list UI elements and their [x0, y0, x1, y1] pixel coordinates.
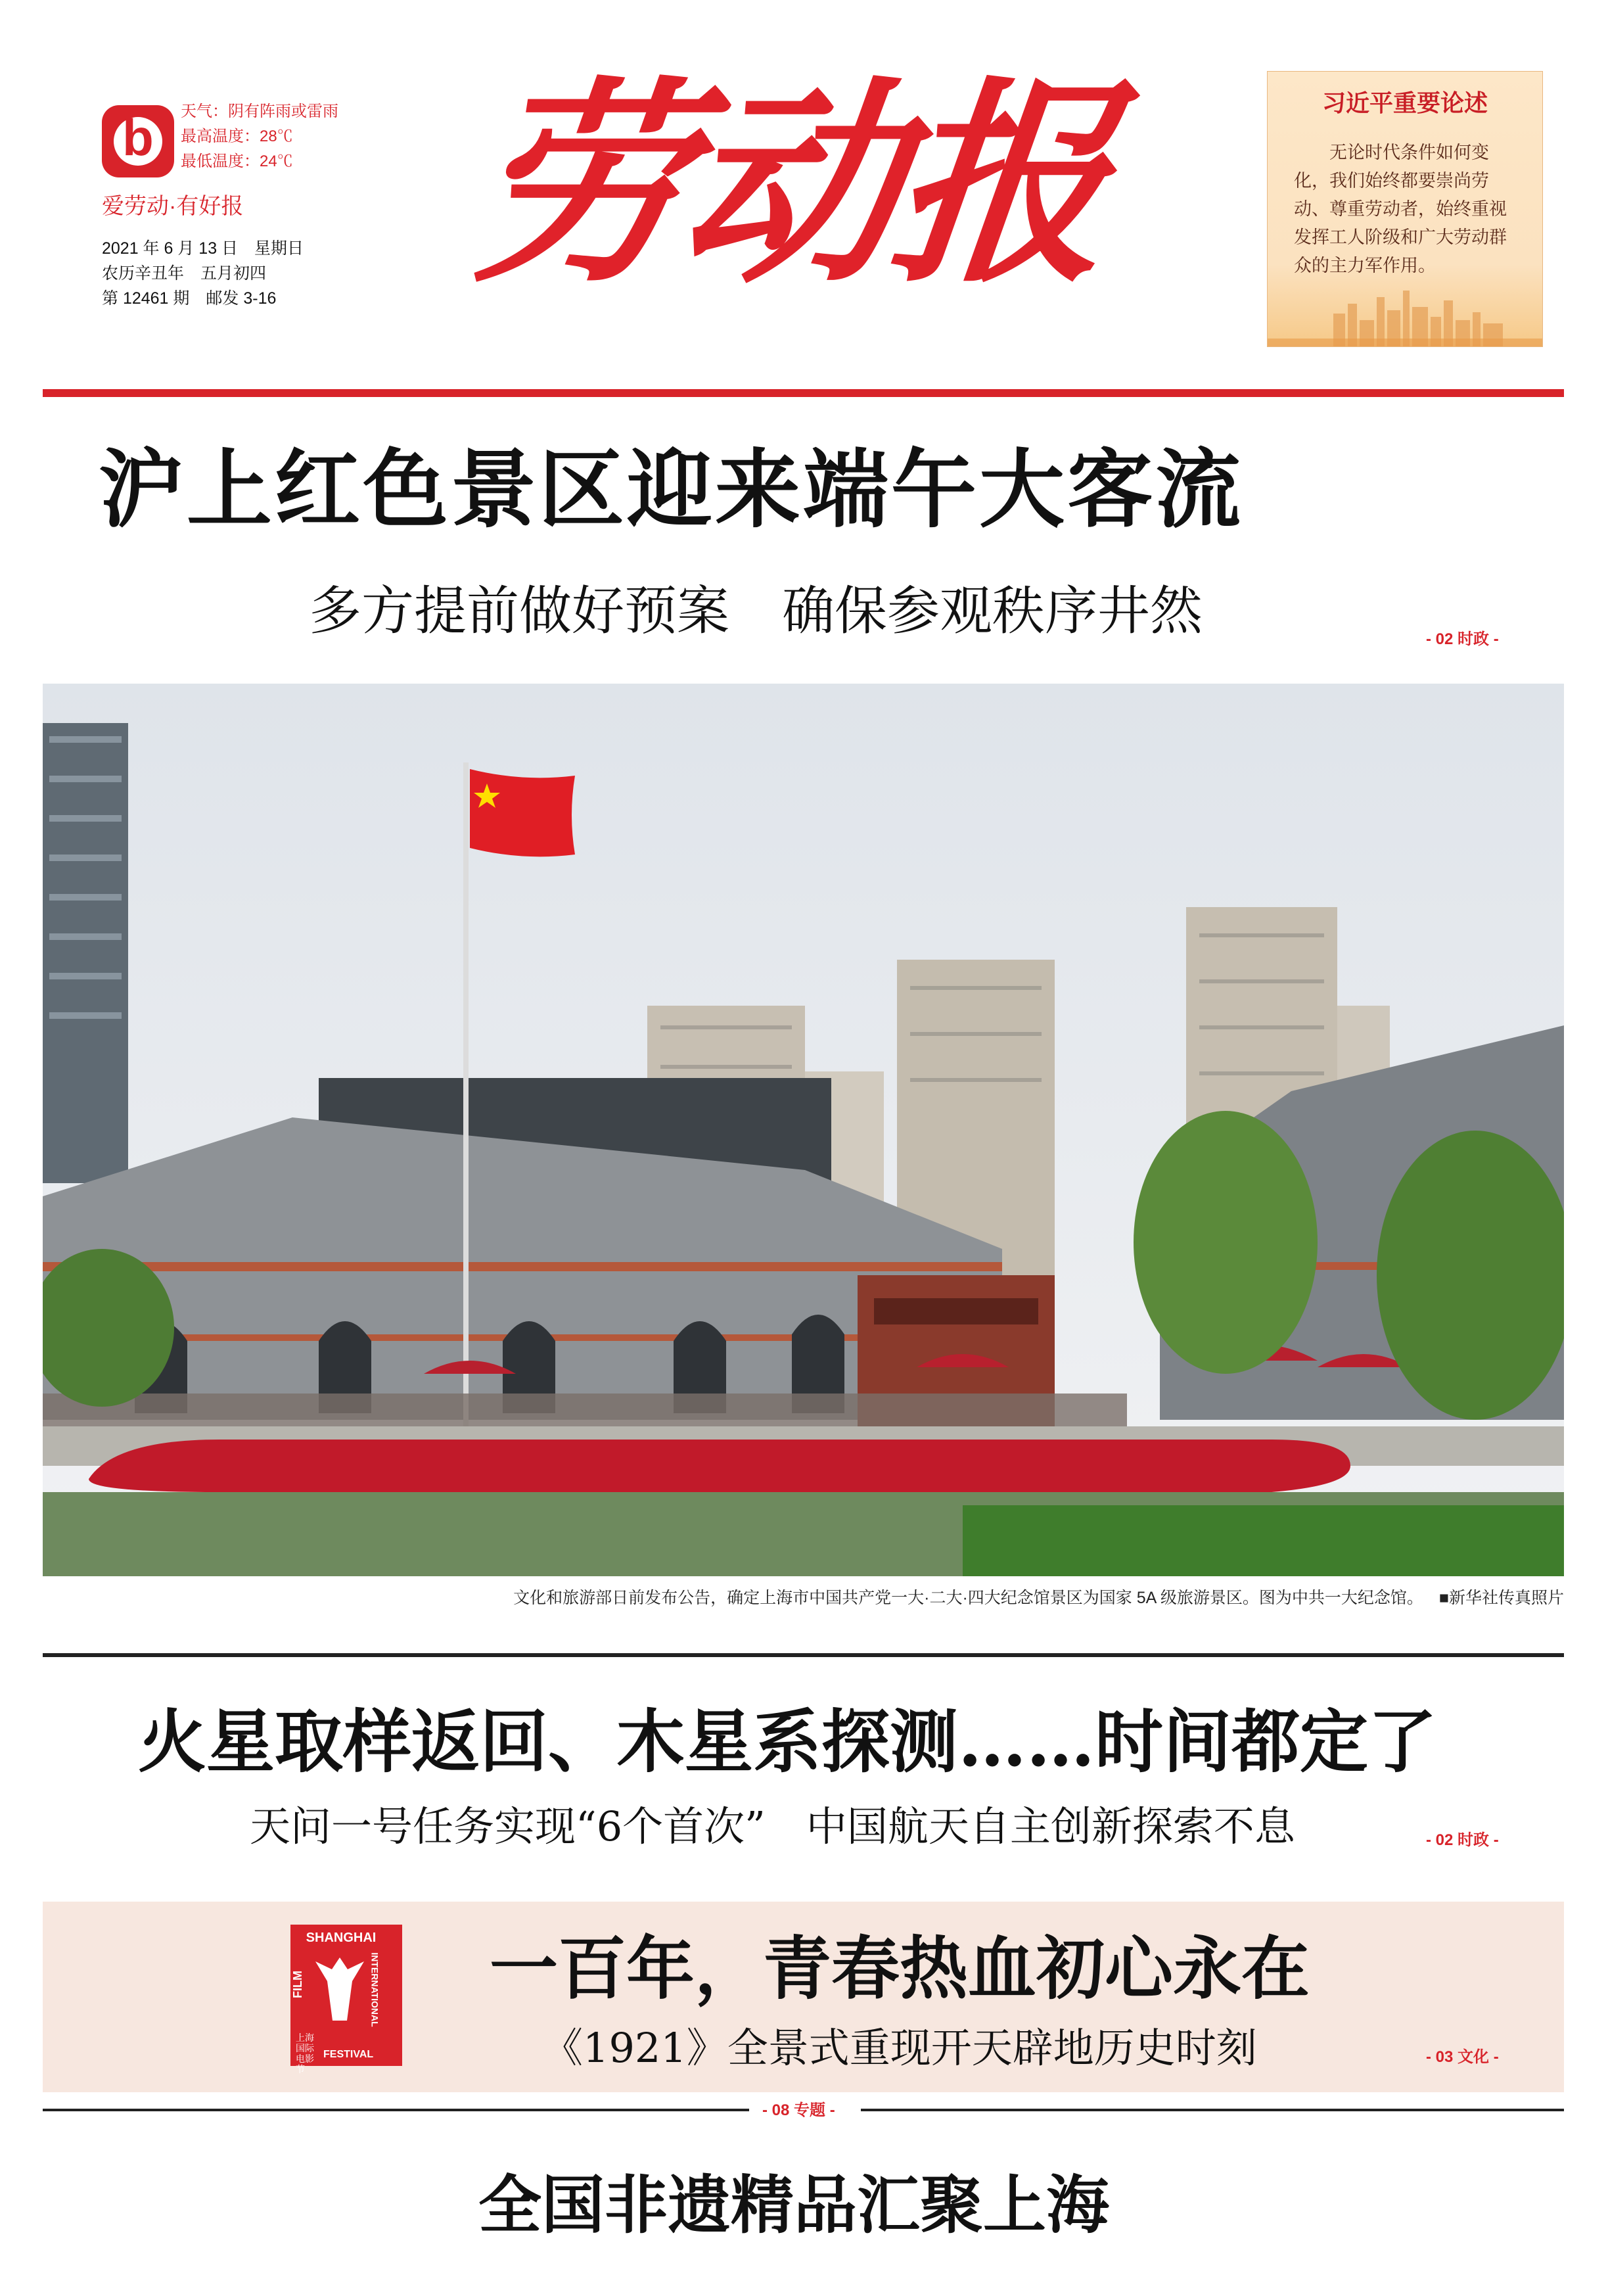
festival-figure-icon: [310, 1951, 369, 2030]
issue-date: 2021 年 6 月 13 日 星期日: [102, 239, 304, 258]
story2-section-tag[interactable]: - 02 时政 -: [1426, 1831, 1499, 1849]
masthead-title: [459, 46, 1163, 362]
skyline-illustration-icon: [1268, 287, 1543, 346]
slogan: 爱劳动·有好报: [102, 194, 244, 219]
issue-lunar-date: 农历辛丑年 五月初四: [102, 264, 267, 283]
story4-headline[interactable]: 全国非遗精品汇聚上海: [478, 2168, 1109, 2242]
masthead-rule: [43, 389, 1564, 397]
photo-caption-text: 文化和旅游部日前发布公告，确定上海市中国共产党一大·二大·四大纪念馆景区为国家 5A 级旅游景区。图为中共一大纪念馆。: [513, 1589, 1423, 1607]
quote-body: 无论时代条件如何变化，我们始终都要崇尚劳动、尊重劳动者，始终重视发挥工人阶级和广大劳动群众的主力军作用。: [1294, 143, 1507, 276]
festival-logo-bottom: FESTIVAL: [323, 2049, 374, 2060]
lead-photo: [43, 684, 1564, 1576]
festival-logo-left: FILM: [291, 1971, 304, 1998]
photo-caption: [43, 1587, 1564, 1608]
story4-section-tag[interactable]: - 08 专题 -: [762, 2101, 835, 2119]
film-festival-logo-icon: [290, 1925, 402, 2075]
festival-logo-cn: 上海国际电影节: [296, 2033, 314, 2075]
logo-letter: b: [122, 108, 154, 166]
lead-section-tag[interactable]: - 02 时政 -: [1426, 630, 1499, 648]
story2-subheadline: 天问一号任务实现“6个首次” 中国航天自主创新探索不息: [250, 1802, 1295, 1850]
newspaper-logo-icon: [102, 105, 174, 177]
story2-headline[interactable]: 火星取样返回、木星系探测……时间都定了: [138, 1701, 1437, 1782]
masthead-title-text: 劳动报: [459, 57, 1118, 312]
weather-condition: 天气：阴有阵雨或雷雨: [181, 103, 338, 120]
issue-number: 第 12461 期 邮发 3-16: [102, 289, 277, 308]
festival-logo-top: SHANGHAI: [306, 1931, 377, 1945]
festival-logo-right: INTERNATIONAL: [369, 1952, 380, 2027]
weather-low: 最低温度：24℃: [181, 152, 293, 170]
weather-high: 最高温度：28℃: [181, 128, 293, 145]
photo-credit: ■新华社传真照片: [1438, 1589, 1564, 1607]
lead-subheadline: 多方提前做好预案 确保参观秩序井然: [309, 580, 1203, 642]
story3-headline[interactable]: 一百年，青春热血初心永在: [490, 1928, 1310, 2009]
lead-headline[interactable]: 沪上红色景区迎来端午大客流: [99, 439, 1244, 540]
quote-box: [1267, 71, 1543, 347]
story3-section-tag[interactable]: - 03 文化 -: [1426, 2048, 1499, 2066]
section-divider: [43, 1653, 1564, 1657]
quote-title: 习近平重要论述: [1321, 89, 1488, 117]
story3-subheadline: 《1921》全景式重现开天辟地历史时刻: [542, 2024, 1257, 2072]
